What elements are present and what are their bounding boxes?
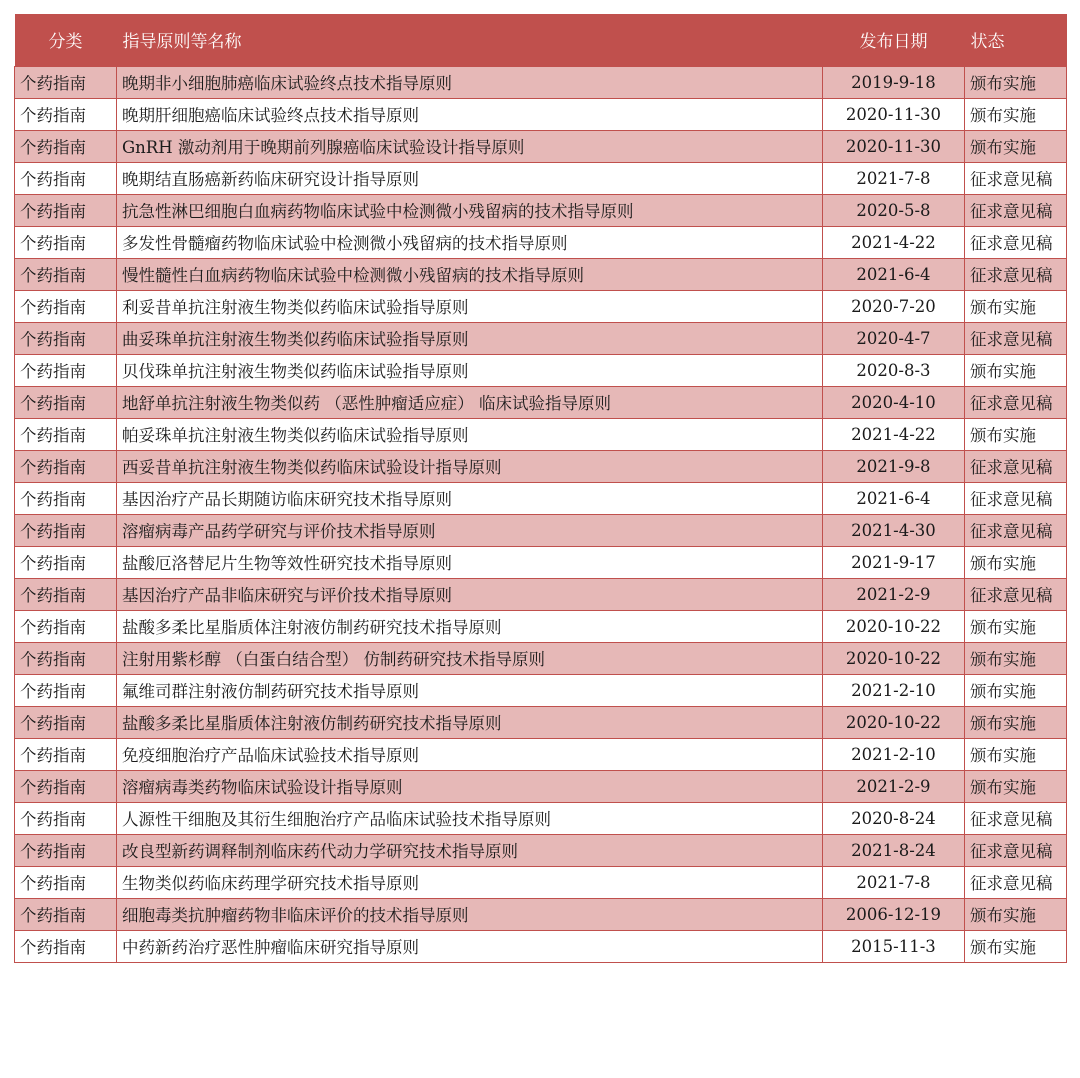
table-row bbox=[15, 98, 1067, 130]
publish-date-cell: 2021-6-4 bbox=[823, 482, 965, 514]
category-cell: 个药指南 bbox=[15, 258, 117, 290]
status-cell: 颁布实施 bbox=[965, 674, 1067, 706]
status-cell: 颁布实施 bbox=[965, 642, 1067, 674]
table-row bbox=[15, 898, 1067, 930]
guideline-name-cell: 曲妥珠单抗注射液生物类似药临床试验指导原则 bbox=[117, 322, 823, 354]
publish-date-cell: 2021-2-9 bbox=[823, 578, 965, 610]
category-cell: 个药指南 bbox=[15, 450, 117, 482]
guideline-table-container bbox=[14, 14, 1066, 963]
table-row bbox=[15, 450, 1067, 482]
status-cell: 征求意见稿 bbox=[965, 322, 1067, 354]
status-cell: 颁布实施 bbox=[965, 66, 1067, 98]
status-cell: 颁布实施 bbox=[965, 610, 1067, 642]
guideline-name-cell: 溶瘤病毒类药物临床试验设计指导原则 bbox=[117, 770, 823, 802]
publish-date-cell: 2020-11-30 bbox=[823, 98, 965, 130]
status-cell: 征求意见稿 bbox=[965, 578, 1067, 610]
status-cell: 征求意见稿 bbox=[965, 482, 1067, 514]
category-cell: 个药指南 bbox=[15, 898, 117, 930]
category-cell: 个药指南 bbox=[15, 802, 117, 834]
publish-date-cell: 2021-2-10 bbox=[823, 674, 965, 706]
guideline-table bbox=[14, 14, 1067, 963]
publish-date-cell: 2020-10-22 bbox=[823, 642, 965, 674]
category-cell: 个药指南 bbox=[15, 642, 117, 674]
category-cell: 个药指南 bbox=[15, 130, 117, 162]
category-cell: 个药指南 bbox=[15, 610, 117, 642]
table-row bbox=[15, 258, 1067, 290]
guideline-name-cell: 贝伐珠单抗注射液生物类似药临床试验指导原则 bbox=[117, 354, 823, 386]
publish-date-cell: 2021-7-8 bbox=[823, 162, 965, 194]
status-cell: 颁布实施 bbox=[965, 98, 1067, 130]
table-row bbox=[15, 482, 1067, 514]
category-cell: 个药指南 bbox=[15, 514, 117, 546]
guideline-name-cell: 注射用紫杉醇 （白蛋白结合型） 仿制药研究技术指导原则 bbox=[117, 642, 823, 674]
table-header bbox=[15, 14, 1067, 66]
guideline-name-cell: 生物类似药临床药理学研究技术指导原则 bbox=[117, 866, 823, 898]
category-cell: 个药指南 bbox=[15, 226, 117, 258]
guideline-name-cell: 人源性干细胞及其衍生细胞治疗产品临床试验技术指导原则 bbox=[117, 802, 823, 834]
publish-date-cell: 2020-4-7 bbox=[823, 322, 965, 354]
publish-date-cell: 2019-9-18 bbox=[823, 66, 965, 98]
category-cell: 个药指南 bbox=[15, 66, 117, 98]
status-cell: 颁布实施 bbox=[965, 706, 1067, 738]
table-row bbox=[15, 834, 1067, 866]
status-cell: 征求意见稿 bbox=[965, 866, 1067, 898]
status-cell: 颁布实施 bbox=[965, 898, 1067, 930]
table-row bbox=[15, 930, 1067, 962]
category-cell: 个药指南 bbox=[15, 546, 117, 578]
guideline-name-cell: 晚期肝细胞癌临床试验终点技术指导原则 bbox=[117, 98, 823, 130]
guideline-name-cell: 盐酸厄洛替尼片生物等效性研究技术指导原则 bbox=[117, 546, 823, 578]
status-cell: 征求意见稿 bbox=[965, 194, 1067, 226]
guideline-name-cell: 氟维司群注射液仿制药研究技术指导原则 bbox=[117, 674, 823, 706]
guideline-name-cell: 溶瘤病毒产品药学研究与评价技术指导原则 bbox=[117, 514, 823, 546]
status-cell: 征求意见稿 bbox=[965, 386, 1067, 418]
table-row bbox=[15, 610, 1067, 642]
publish-date-cell: 2021-4-22 bbox=[823, 226, 965, 258]
table-row bbox=[15, 770, 1067, 802]
category-cell: 个药指南 bbox=[15, 738, 117, 770]
table-row bbox=[15, 226, 1067, 258]
publish-date-cell: 2020-8-3 bbox=[823, 354, 965, 386]
status-cell: 颁布实施 bbox=[965, 290, 1067, 322]
category-cell: 个药指南 bbox=[15, 930, 117, 962]
publish-date-cell: 2021-8-24 bbox=[823, 834, 965, 866]
status-cell: 征求意见稿 bbox=[965, 834, 1067, 866]
guideline-name-cell: 基因治疗产品长期随访临床研究技术指导原则 bbox=[117, 482, 823, 514]
table-row bbox=[15, 322, 1067, 354]
publish-date-cell: 2021-9-17 bbox=[823, 546, 965, 578]
status-cell: 征求意见稿 bbox=[965, 802, 1067, 834]
publish-date-cell: 2021-2-9 bbox=[823, 770, 965, 802]
guideline-name-cell: 盐酸多柔比星脂质体注射液仿制药研究技术指导原则 bbox=[117, 610, 823, 642]
category-cell: 个药指南 bbox=[15, 834, 117, 866]
guideline-name-cell: 帕妥珠单抗注射液生物类似药临床试验指导原则 bbox=[117, 418, 823, 450]
guideline-name-cell: 改良型新药调释制剂临床药代动力学研究技术指导原则 bbox=[117, 834, 823, 866]
category-cell: 个药指南 bbox=[15, 354, 117, 386]
publish-date-cell: 2020-5-8 bbox=[823, 194, 965, 226]
publish-date-cell: 2021-4-22 bbox=[823, 418, 965, 450]
publish-date-cell: 2020-10-22 bbox=[823, 610, 965, 642]
guideline-name-cell: 慢性髓性白血病药物临床试验中检测微小残留病的技术指导原则 bbox=[117, 258, 823, 290]
status-cell: 颁布实施 bbox=[965, 770, 1067, 802]
category-cell: 个药指南 bbox=[15, 98, 117, 130]
category-cell: 个药指南 bbox=[15, 706, 117, 738]
header-guideline-name: 指导原则等名称 bbox=[122, 32, 242, 53]
guideline-name-cell: 中药新药治疗恶性肿瘤临床研究指导原则 bbox=[117, 930, 823, 962]
table-row bbox=[15, 130, 1067, 162]
publish-date-cell: 2021-9-8 bbox=[823, 450, 965, 482]
header-publish-date: 发布日期 bbox=[859, 32, 928, 53]
publish-date-cell: 2020-11-30 bbox=[823, 130, 965, 162]
table-row bbox=[15, 194, 1067, 226]
guideline-name-cell: 基因治疗产品非临床研究与评价技术指导原则 bbox=[117, 578, 823, 610]
table-row bbox=[15, 418, 1067, 450]
table-row bbox=[15, 162, 1067, 194]
table-row bbox=[15, 738, 1067, 770]
guideline-name-cell: 抗急性淋巴细胞白血病药物临床试验中检测微小残留病的技术指导原则 bbox=[117, 194, 823, 226]
guideline-name-cell: 地舒单抗注射液生物类似药 （恶性肿瘤适应症） 临床试验指导原则 bbox=[117, 386, 823, 418]
header-status: 状态 bbox=[970, 32, 1005, 53]
table-row bbox=[15, 66, 1067, 98]
category-cell: 个药指南 bbox=[15, 322, 117, 354]
category-cell: 个药指南 bbox=[15, 418, 117, 450]
guideline-name-cell: 免疫细胞治疗产品临床试验技术指导原则 bbox=[117, 738, 823, 770]
publish-date-cell: 2020-10-22 bbox=[823, 706, 965, 738]
category-cell: 个药指南 bbox=[15, 674, 117, 706]
category-cell: 个药指南 bbox=[15, 194, 117, 226]
status-cell: 颁布实施 bbox=[965, 738, 1067, 770]
category-cell: 个药指南 bbox=[15, 386, 117, 418]
header-row bbox=[15, 14, 1067, 66]
table-row bbox=[15, 866, 1067, 898]
status-cell: 颁布实施 bbox=[965, 418, 1067, 450]
publish-date-cell: 2021-7-8 bbox=[823, 866, 965, 898]
table-row bbox=[15, 706, 1067, 738]
table-row bbox=[15, 802, 1067, 834]
category-cell: 个药指南 bbox=[15, 482, 117, 514]
status-cell: 征求意见稿 bbox=[965, 514, 1067, 546]
table-body bbox=[15, 66, 1067, 962]
guideline-name-cell: 晚期非小细胞肺癌临床试验终点技术指导原则 bbox=[117, 66, 823, 98]
status-cell: 颁布实施 bbox=[965, 354, 1067, 386]
status-cell: 征求意见稿 bbox=[965, 258, 1067, 290]
publish-date-cell: 2020-4-10 bbox=[823, 386, 965, 418]
category-cell: 个药指南 bbox=[15, 290, 117, 322]
category-cell: 个药指南 bbox=[15, 770, 117, 802]
table-row bbox=[15, 354, 1067, 386]
category-cell: 个药指南 bbox=[15, 866, 117, 898]
publish-date-cell: 2020-8-24 bbox=[823, 802, 965, 834]
publish-date-cell: 2006-12-19 bbox=[823, 898, 965, 930]
table-row bbox=[15, 578, 1067, 610]
publish-date-cell: 2021-2-10 bbox=[823, 738, 965, 770]
publish-date-cell: 2021-4-30 bbox=[823, 514, 965, 546]
status-cell: 颁布实施 bbox=[965, 930, 1067, 962]
guideline-name-cell: 多发性骨髓瘤药物临床试验中检测微小残留病的技术指导原则 bbox=[117, 226, 823, 258]
category-cell: 个药指南 bbox=[15, 162, 117, 194]
table-row bbox=[15, 386, 1067, 418]
publish-date-cell: 2021-6-4 bbox=[823, 258, 965, 290]
status-cell: 征求意见稿 bbox=[965, 162, 1067, 194]
table-row bbox=[15, 514, 1067, 546]
publish-date-cell: 2015-11-3 bbox=[823, 930, 965, 962]
table-row bbox=[15, 290, 1067, 322]
header-category: 分类 bbox=[48, 32, 83, 53]
guideline-name-cell: 西妥昔单抗注射液生物类似药临床试验设计指导原则 bbox=[117, 450, 823, 482]
guideline-name-cell: 细胞毒类抗肿瘤药物非临床评价的技术指导原则 bbox=[117, 898, 823, 930]
guideline-name-cell: 晚期结直肠癌新药临床研究设计指导原则 bbox=[117, 162, 823, 194]
table-row bbox=[15, 546, 1067, 578]
publish-date-cell: 2020-7-20 bbox=[823, 290, 965, 322]
guideline-name-cell: GnRH 激动剂用于晚期前列腺癌临床试验设计指导原则 bbox=[117, 130, 823, 162]
guideline-name-cell: 盐酸多柔比星脂质体注射液仿制药研究技术指导原则 bbox=[117, 706, 823, 738]
table-row bbox=[15, 642, 1067, 674]
status-cell: 征求意见稿 bbox=[965, 450, 1067, 482]
status-cell: 征求意见稿 bbox=[965, 226, 1067, 258]
status-cell: 颁布实施 bbox=[965, 546, 1067, 578]
table-row bbox=[15, 674, 1067, 706]
category-cell: 个药指南 bbox=[15, 578, 117, 610]
status-cell: 颁布实施 bbox=[965, 130, 1067, 162]
guideline-name-cell: 利妥昔单抗注射液生物类似药临床试验指导原则 bbox=[117, 290, 823, 322]
